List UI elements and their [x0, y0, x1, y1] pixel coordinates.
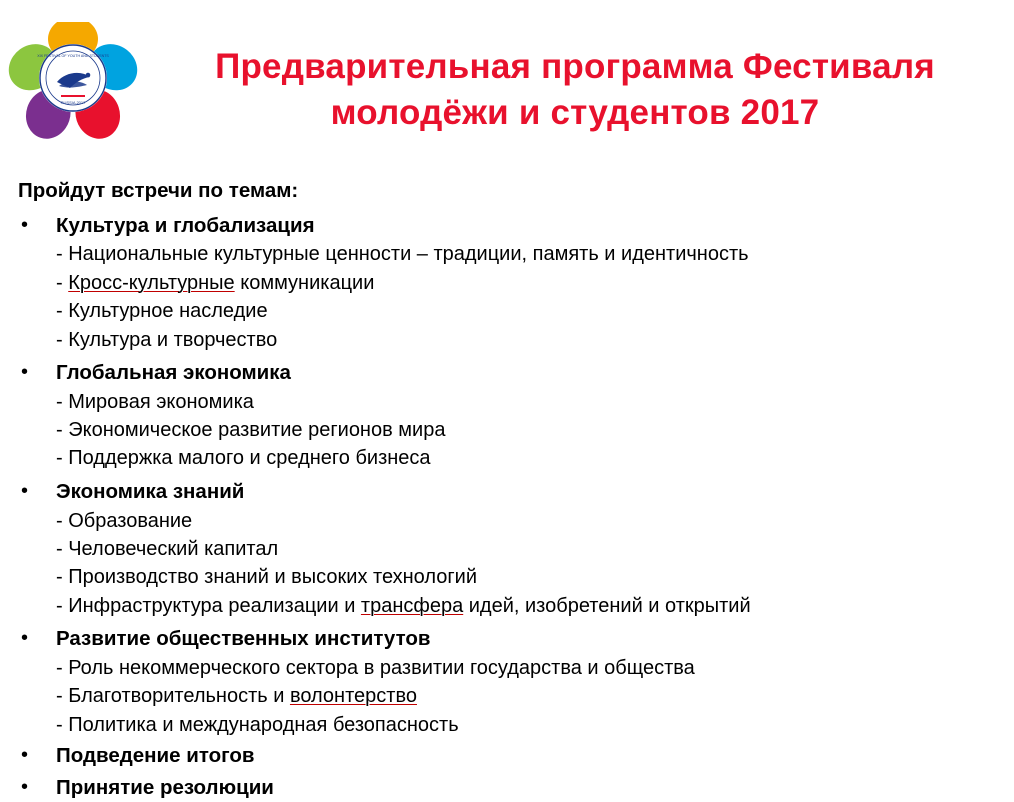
list-item: [18, 624, 998, 739]
list-item: [18, 741, 998, 771]
topic-subitem: - Человеческий капитал: [56, 537, 279, 560]
topic-title: Глобальная экономика: [56, 360, 291, 384]
topic-subitem: - Экономическое развитие регионов мира: [56, 419, 446, 442]
bullet-marker: •: [21, 213, 29, 236]
topic-subitem: - Образование: [56, 509, 193, 532]
topic-subitem: - Инфраструктура реализации и трансфера идей, изобретений и открытий: [56, 594, 751, 617]
bullet-marker: •: [21, 775, 29, 798]
topic-subitem: - Благотворительность и волонтерство: [56, 685, 417, 708]
topic-subitem: - Мировая экономика: [56, 390, 254, 413]
topic-title: Подведение итогов: [56, 743, 255, 767]
topic-title: Развитие общественных институтов: [56, 627, 431, 651]
topic-subitem: - Национальные культурные ценности – традиции, память и идентичность: [56, 243, 749, 266]
list-item: [18, 358, 998, 473]
topic-subitem: - Роль некоммерческого сектора в развитии государства и общества: [56, 656, 695, 679]
topic-subitem: - Культурное наследие: [56, 300, 268, 323]
topic-subitem: - Кросс-культурные коммуникации: [56, 271, 375, 294]
page-title: Предварительная программа Фестиваля молодёжи и студентов 2017: [215, 47, 935, 133]
topic-title: Экономика знаний: [56, 479, 245, 503]
bullet-marker: •: [21, 360, 29, 383]
topic-subitem: - Культура и творчество: [56, 328, 278, 351]
bullet-marker: •: [21, 479, 29, 502]
topic-subitem: - Политика и международная безопасность: [56, 713, 459, 736]
svg-text:RUSSIA 2017: RUSSIA 2017: [60, 100, 86, 105]
svg-text:XIX FESTIVAL OF YOUTH AND STUD: XIX FESTIVAL OF YOUTH AND STUDENTS: [37, 54, 109, 58]
lead-text: Пройдут встречи по темам:: [18, 179, 299, 202]
topic-subitem: - Производство знаний и высоких технологий: [56, 566, 478, 589]
bullet-marker: •: [21, 627, 29, 650]
list-item: [18, 773, 998, 802]
topic-title: Культура и глобализация: [56, 213, 315, 237]
bullet-marker: •: [21, 743, 29, 766]
festival-emblem-logo: [8, 22, 138, 144]
list-item: [18, 477, 998, 620]
topic-title: Принятие резолюции: [56, 775, 274, 799]
list-item: [18, 211, 998, 354]
slide-content: [18, 178, 998, 802]
topic-subitem: - Поддержка малого и среднего бизнеса: [56, 447, 431, 470]
